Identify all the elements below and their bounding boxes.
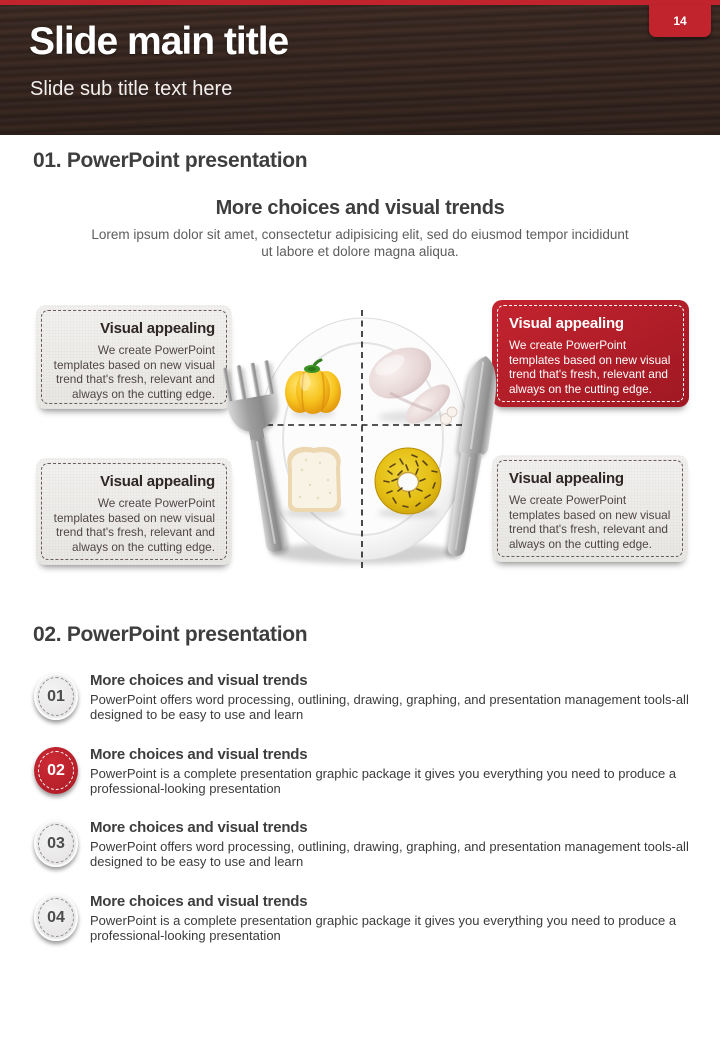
page-number: 14 [673, 14, 687, 28]
item-number-badge: 04 [34, 894, 78, 941]
list-item [34, 746, 694, 797]
intro-body: Lorem ipsum dolor sit amet, consectetur adipisicing elit, sed do eiusmod tempor incididunt ut labore et dolore magna aliqua. [91, 227, 629, 259]
callout-title: Visual appealing [100, 473, 215, 490]
callout-top-left [36, 305, 232, 409]
item-title: More choices and visual trends [90, 746, 308, 763]
callout-body: We create PowerPoint templates based on new visual trend that's fresh, relevant and always on the cutting edge. [509, 338, 671, 396]
callout-title: Visual appealing [100, 320, 215, 337]
section1-heading: 01. PowerPoint presentation [33, 149, 308, 172]
slide-title: Slide main title [29, 20, 289, 63]
list-item [34, 893, 694, 944]
plate-diagram [0, 295, 720, 607]
item-number-badge: 02 [34, 747, 78, 794]
page-number-badge [649, 5, 711, 37]
item-body: PowerPoint offers word processing, outlining, drawing, graphing, and presentation management tools-all designed to be easy to use and learn [90, 692, 689, 723]
item-body: PowerPoint is a complete presentation graphic package it gives you everything you need to produce a professional-looking presentation [90, 913, 677, 944]
list-item [34, 672, 694, 723]
item-title: More choices and visual trends [90, 893, 308, 910]
callout-body: We create PowerPoint templates based on new visual trend that's fresh, relevant and always on the cutting edge. [509, 493, 671, 551]
callout-bottom-left [36, 458, 232, 565]
item-number-badge: 03 [34, 820, 78, 867]
slide-header [0, 0, 720, 135]
section2-heading: 02. PowerPoint presentation [33, 623, 308, 646]
callout-body: We create PowerPoint templates based on new visual trend that's fresh, relevant and always on the cutting edge. [53, 496, 215, 554]
item-body: PowerPoint offers word processing, outlining, drawing, graphing, and presentation management tools-all designed to be easy to use and learn [90, 839, 689, 870]
slide-subtitle: Slide sub title text here [30, 78, 233, 100]
item-title: More choices and visual trends [90, 672, 308, 689]
callout-body: We create PowerPoint templates based on new visual trend that's fresh, relevant and always on the cutting edge. [53, 343, 215, 401]
callout-top-right [492, 300, 689, 407]
accent-strip [0, 0, 720, 5]
callout-bottom-right [492, 455, 688, 562]
item-title: More choices and visual trends [90, 819, 308, 836]
item-number-badge: 01 [34, 673, 78, 720]
callout-title: Visual appealing [509, 315, 624, 332]
item-body: PowerPoint is a complete presentation graphic package it gives you everything you need to produce a professional-looking presentation [90, 766, 677, 797]
callout-title: Visual appealing [509, 470, 624, 487]
intro-title: More choices and visual trends [215, 197, 505, 219]
list-item [34, 819, 694, 870]
